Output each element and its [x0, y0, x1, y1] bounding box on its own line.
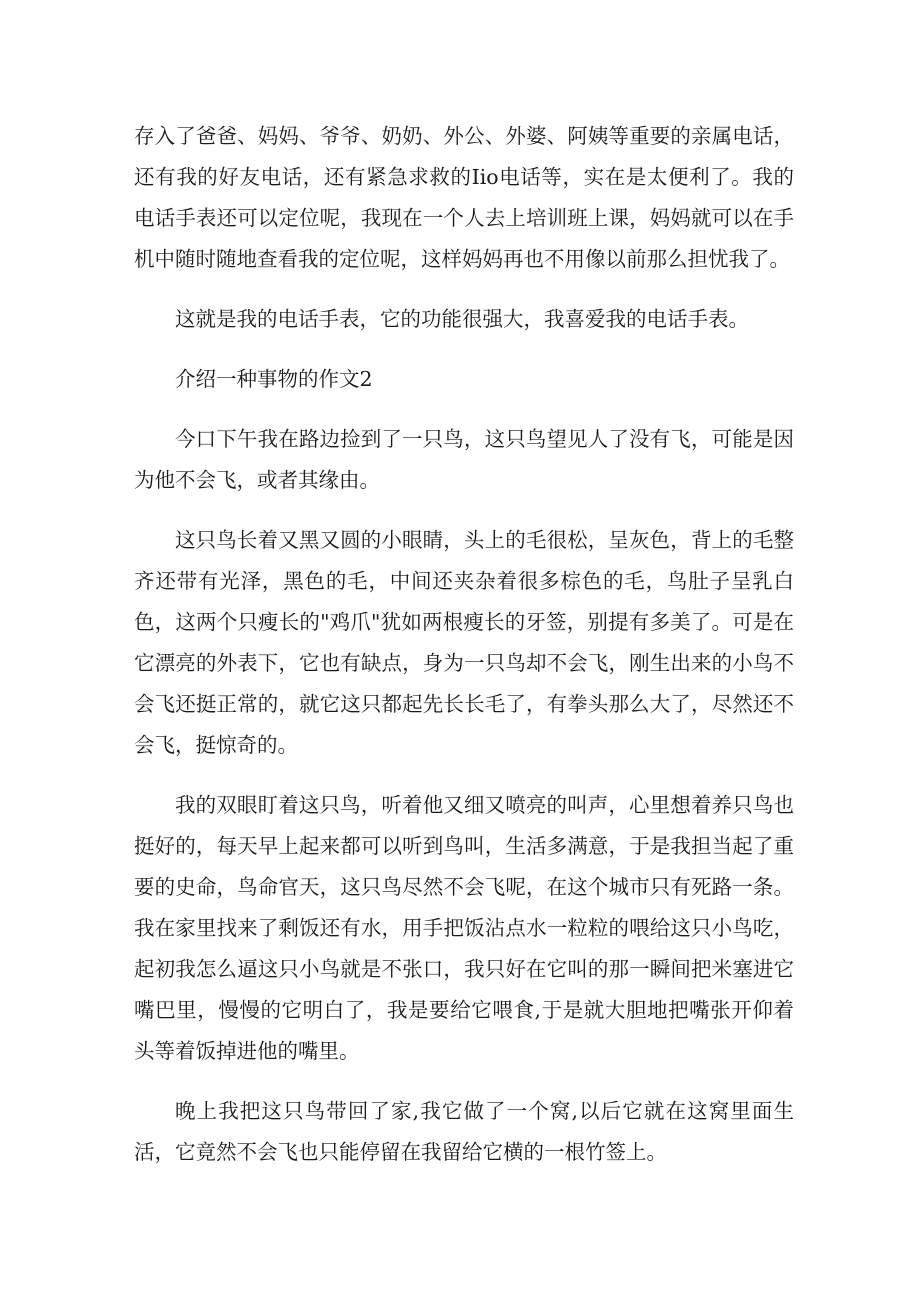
- paragraph-5: 我的双眼盯着这只鸟，听着他又细又喷亮的叫声，心里想着养只鸟也挺好的，每天早上起来都可以听到鸟叫，生活多满意，于是我担当起了重要的史命，鸟命官天，这只鸟尽然不会飞呢，在这个城市只有死路一条。我在家里找来了剩饭还有水，用手把饭沾点水一粒粒的喂给这只小鸟吃，起初我怎么逼这只小鸟就是不张口，我只好在它叫的那一瞬间把米塞进它嘴巴里，慢慢的它明白了，我是要给它喂食,于是就大胆地把嘴张开仰着头等着饭掉进他的嘴里。: [134, 793, 794, 1063]
- paragraph-4: 这只鸟长着又黑又圆的小眼睛，头上的毛很松，呈灰色，背上的毛整齐还带有光泽，黑色的毛，中间还夹杂着很多棕色的毛，鸟肚子呈乳白色，这两个只瘦长的"鸡爪"犹如两根瘦长的牙签，别提有多美了。可是在它漂亮的外表下，它也有缺点，身为一只鸟却不会飞，刚生出来的小鸟不会飞还挺正常的，就它这只都起先长长毛了，有拳头那么大了，尽然还不会飞，挺惊奇的。: [134, 528, 794, 757]
- paragraph-1: 存入了爸爸、妈妈、爷爷、奶奶、外公、外婆、阿姨等重要的亲属电话，还有我的好友电话，还有紧急求救的Iio电话等，实在是太便利了。我的电话手表还可以定位呢，我现在一个人去上培训班上课，妈妈就可以在手机中随时随地查看我的定位呢，这样妈妈再也不用像以前那么担忧我了。: [134, 124, 794, 271]
- paragraph-3: 今口下午我在路边捡到了一只鸟，这只鸟望见人了没有飞，可能是因为他不会飞，或者其缘由。: [134, 427, 794, 492]
- document-body: [134, 116, 794, 1192]
- section-heading: 介绍一种事物的作文2: [175, 367, 373, 391]
- paragraph-6: 晚上我把这只鸟带回了家,我它做了一个窝,以后它就在这窝里面生活，它竟然不会飞也只能停留在我留给它横的一根竹签上。: [134, 1099, 794, 1164]
- paragraph-2: 这就是我的电话手表，它的功能很强大，我喜爱我的电话手表。: [175, 307, 749, 331]
